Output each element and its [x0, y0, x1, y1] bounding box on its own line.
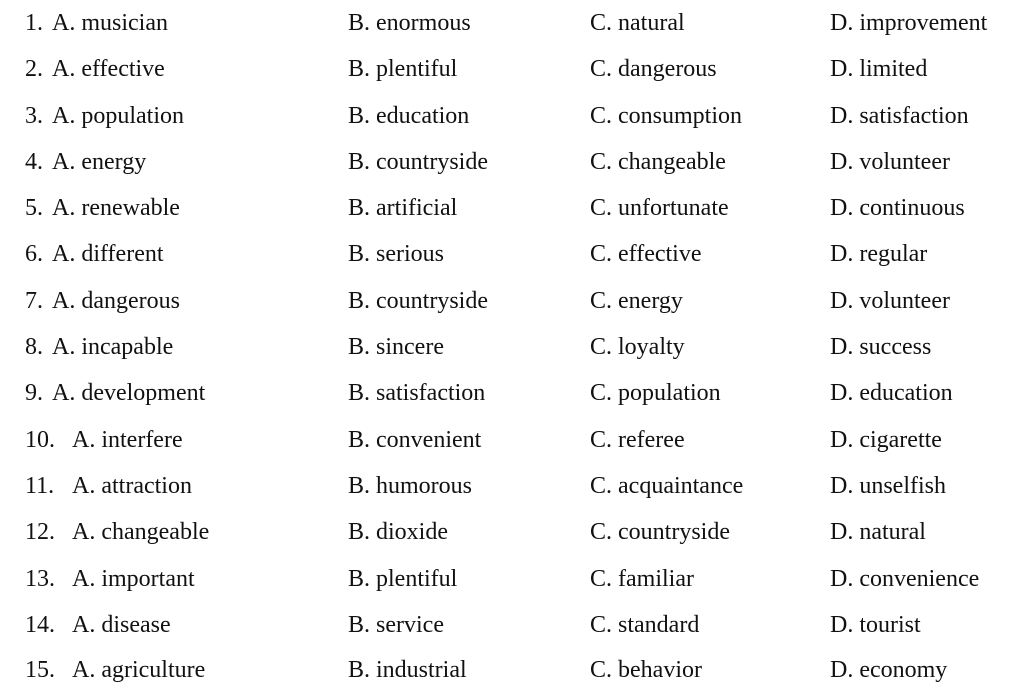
option-a: A. musician	[52, 10, 168, 36]
option-c: C. behavior	[590, 657, 702, 683]
option-b: B. plentiful	[348, 566, 458, 592]
question-row	[0, 556, 1024, 602]
option-c: C. effective	[590, 241, 702, 267]
option-a: A. renewable	[52, 195, 180, 221]
question-row	[0, 509, 1024, 555]
option-d: D. convenience	[830, 566, 980, 592]
option-a: A. dangerous	[52, 288, 180, 314]
option-b: B. countryside	[348, 288, 488, 314]
option-d: D. education	[830, 380, 953, 406]
option-b: B. service	[348, 612, 444, 638]
option-b: B. humorous	[348, 473, 473, 499]
question-row	[0, 602, 1024, 648]
option-c: C. referee	[590, 427, 685, 453]
option-a: A. population	[52, 103, 184, 129]
option-d: D. tourist	[830, 612, 921, 638]
question-row	[0, 139, 1024, 185]
question-row	[0, 46, 1024, 92]
option-d: D. natural	[830, 519, 926, 545]
option-c: C. countryside	[590, 519, 730, 545]
question-number: 13.	[25, 566, 55, 592]
option-b: B. dioxide	[348, 519, 448, 545]
option-c: C. changeable	[590, 149, 726, 175]
option-a: A. different	[52, 241, 164, 267]
option-c: C. energy	[590, 288, 683, 314]
option-d: D. satisfaction	[830, 103, 969, 129]
option-d: D. regular	[830, 241, 928, 267]
question-row	[0, 370, 1024, 416]
question-row	[0, 185, 1024, 231]
option-a: A. energy	[52, 149, 147, 175]
question-number: 6.	[25, 241, 43, 267]
option-b: B. industrial	[348, 657, 467, 683]
option-a: A. incapable	[52, 334, 174, 360]
option-c: C. familiar	[590, 566, 694, 592]
question-number: 7.	[25, 288, 43, 314]
option-d: D. limited	[830, 56, 928, 82]
option-a: A. important	[72, 566, 195, 592]
question-number: 4.	[25, 149, 43, 175]
option-b: B. serious	[348, 241, 444, 267]
option-b: B. enormous	[348, 10, 471, 36]
option-a: A. attraction	[72, 473, 192, 499]
question-number: 2.	[25, 56, 43, 82]
option-a: A. interfere	[72, 427, 183, 453]
question-number: 9.	[25, 380, 43, 406]
option-d: D. unselfish	[830, 473, 946, 499]
question-number: 10.	[25, 427, 55, 453]
option-a: A. disease	[72, 612, 171, 638]
option-a: A. changeable	[72, 519, 210, 545]
question-row	[0, 278, 1024, 324]
option-d: D. volunteer	[830, 149, 950, 175]
option-d: D. economy	[830, 657, 948, 683]
option-d: D. continuous	[830, 195, 965, 221]
option-c: C. loyalty	[590, 334, 685, 360]
option-b: B. education	[348, 103, 470, 129]
question-row	[0, 93, 1024, 139]
question-number: 15.	[25, 657, 55, 683]
question-number: 3.	[25, 103, 43, 129]
option-d: D. volunteer	[830, 288, 950, 314]
option-a: A. development	[52, 380, 206, 406]
question-row	[0, 463, 1024, 509]
option-d: D. success	[830, 334, 932, 360]
option-c: C. acquaintance	[590, 473, 744, 499]
question-number: 14.	[25, 612, 55, 638]
option-c: C. consumption	[590, 103, 743, 129]
option-b: B. countryside	[348, 149, 488, 175]
option-c: C. unfortunate	[590, 195, 729, 221]
option-a: A. effective	[52, 56, 165, 82]
option-b: B. convenient	[348, 427, 482, 453]
option-a: A. agriculture	[72, 657, 206, 683]
question-number: 11.	[25, 473, 55, 499]
question-row	[0, 231, 1024, 277]
option-b: B. plentiful	[348, 56, 458, 82]
option-b: B. satisfaction	[348, 380, 486, 406]
question-number: 8.	[25, 334, 43, 360]
option-b: B. artificial	[348, 195, 458, 221]
question-row	[0, 0, 1024, 46]
option-d: D. improvement	[830, 10, 988, 36]
question-number: 12.	[25, 519, 55, 545]
option-c: C. dangerous	[590, 56, 717, 82]
option-c: C. standard	[590, 612, 700, 638]
option-b: B. sincere	[348, 334, 444, 360]
option-c: C. population	[590, 380, 721, 406]
question-row	[0, 647, 1024, 693]
question-row	[0, 417, 1024, 463]
option-d: D. cigarette	[830, 427, 942, 453]
option-c: C. natural	[590, 10, 685, 36]
question-number: 5.	[25, 195, 43, 221]
question-row	[0, 324, 1024, 370]
question-number: 1.	[25, 10, 43, 36]
